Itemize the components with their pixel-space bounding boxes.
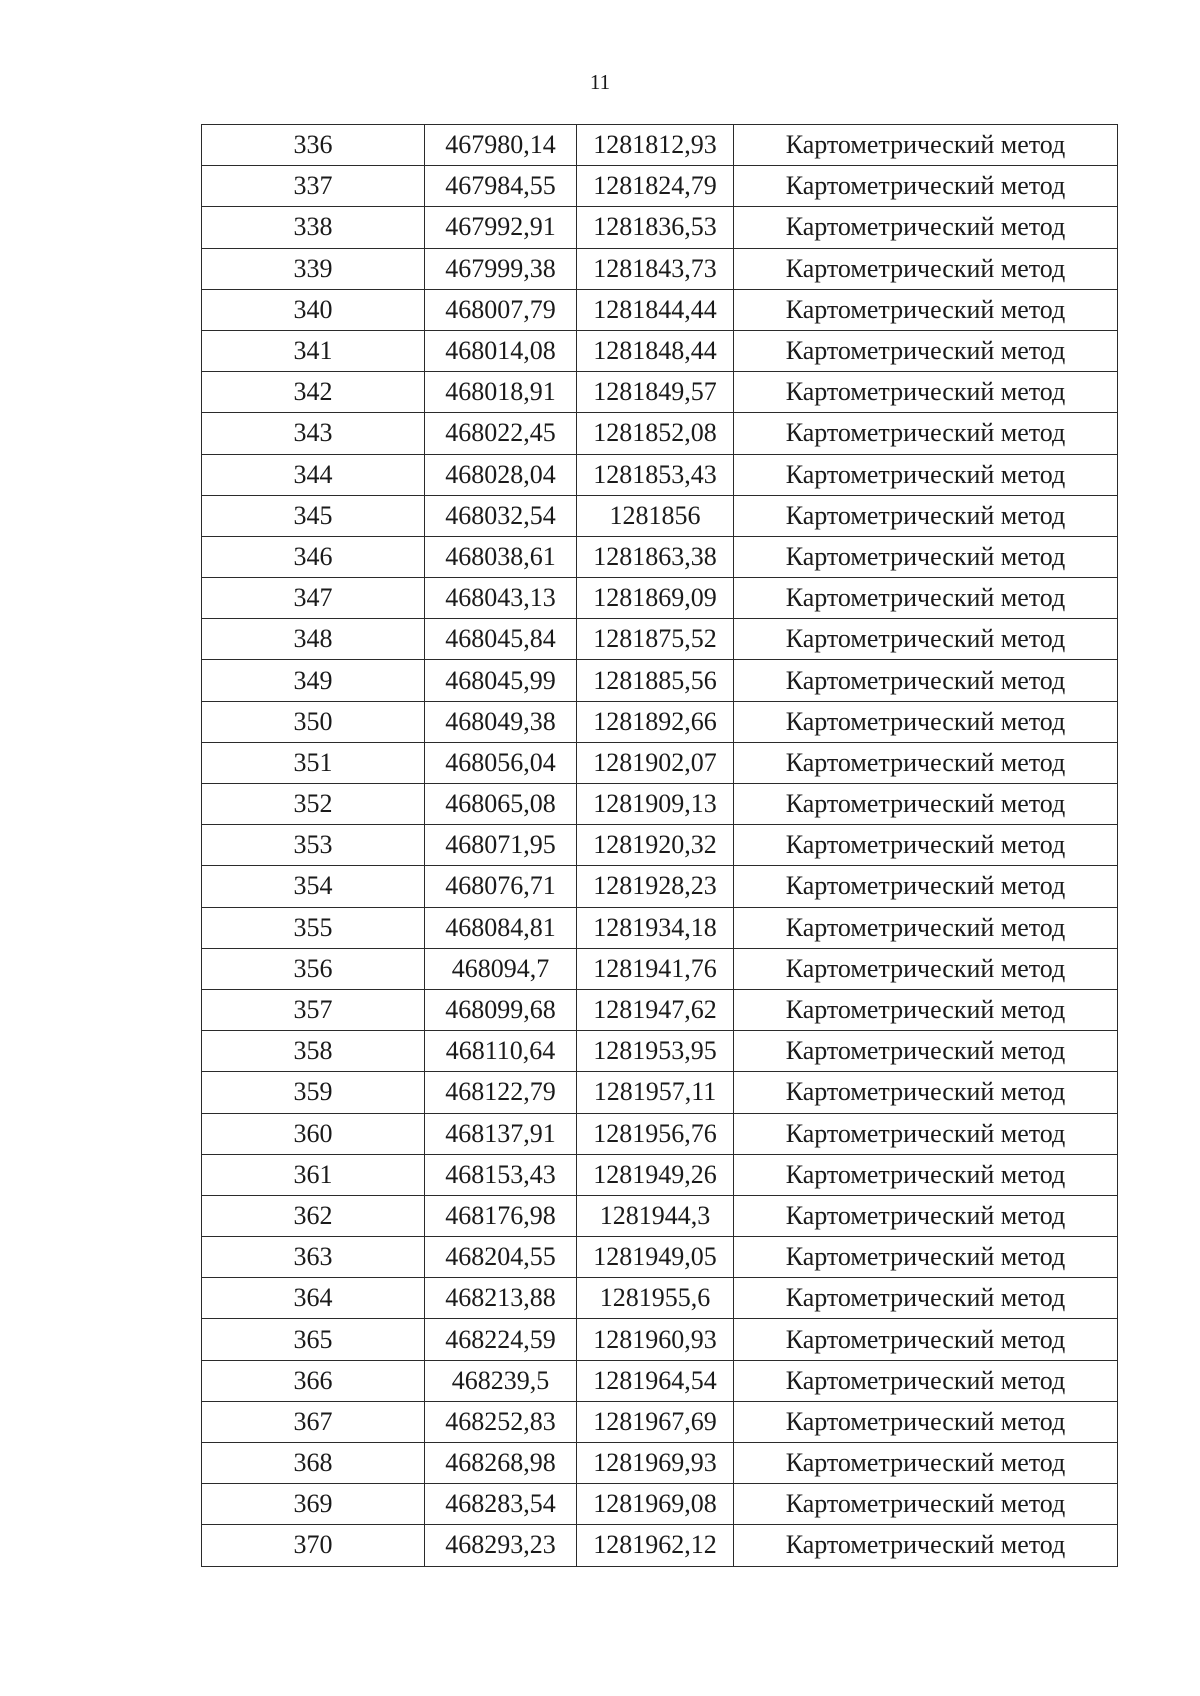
table-row — [202, 907, 1118, 948]
table-row — [202, 948, 1118, 989]
point-number-cell: 354 — [202, 866, 425, 907]
x-coordinate-cell: 468176,98 — [425, 1195, 577, 1236]
point-number-cell: 346 — [202, 536, 425, 577]
x-coordinate-cell: 468032,54 — [425, 495, 577, 536]
x-coordinate-cell: 468239,5 — [425, 1360, 577, 1401]
y-coordinate-cell: 1281849,57 — [577, 372, 734, 413]
table-row — [202, 784, 1118, 825]
x-coordinate-cell: 468049,38 — [425, 701, 577, 742]
method-cell: Картометрический метод — [734, 413, 1118, 454]
table-row — [202, 372, 1118, 413]
table-row — [202, 1525, 1118, 1566]
y-coordinate-cell: 1281892,66 — [577, 701, 734, 742]
table-row — [202, 1154, 1118, 1195]
point-number-cell: 363 — [202, 1237, 425, 1278]
y-coordinate-cell: 1281863,38 — [577, 536, 734, 577]
point-number-cell: 341 — [202, 330, 425, 371]
y-coordinate-cell: 1281944,3 — [577, 1195, 734, 1236]
x-coordinate-cell: 468283,54 — [425, 1484, 577, 1525]
point-number-cell: 342 — [202, 372, 425, 413]
y-coordinate-cell: 1281836,53 — [577, 207, 734, 248]
table-row — [202, 413, 1118, 454]
table-row — [202, 1319, 1118, 1360]
point-number-cell: 370 — [202, 1525, 425, 1566]
y-coordinate-cell: 1281964,54 — [577, 1360, 734, 1401]
table-row — [202, 825, 1118, 866]
point-number-cell: 359 — [202, 1072, 425, 1113]
x-coordinate-cell: 468071,95 — [425, 825, 577, 866]
method-cell: Картометрический метод — [734, 125, 1118, 166]
y-coordinate-cell: 1281909,13 — [577, 784, 734, 825]
y-coordinate-cell: 1281853,43 — [577, 454, 734, 495]
point-number-cell: 357 — [202, 989, 425, 1030]
x-coordinate-cell: 468045,84 — [425, 619, 577, 660]
table-row — [202, 495, 1118, 536]
method-cell: Картометрический метод — [734, 1113, 1118, 1154]
y-coordinate-cell: 1281969,93 — [577, 1443, 734, 1484]
point-number-cell: 352 — [202, 784, 425, 825]
method-cell: Картометрический метод — [734, 619, 1118, 660]
x-coordinate-cell: 468137,91 — [425, 1113, 577, 1154]
method-cell: Картометрический метод — [734, 866, 1118, 907]
x-coordinate-cell: 468122,79 — [425, 1072, 577, 1113]
y-coordinate-cell: 1281928,23 — [577, 866, 734, 907]
y-coordinate-cell: 1281844,44 — [577, 289, 734, 330]
table-row — [202, 1031, 1118, 1072]
y-coordinate-cell: 1281955,6 — [577, 1278, 734, 1319]
y-coordinate-cell: 1281885,56 — [577, 660, 734, 701]
point-number-cell: 353 — [202, 825, 425, 866]
table-row — [202, 1360, 1118, 1401]
point-number-cell: 361 — [202, 1154, 425, 1195]
point-number-cell: 350 — [202, 701, 425, 742]
y-coordinate-cell: 1281969,08 — [577, 1484, 734, 1525]
y-coordinate-cell: 1281947,62 — [577, 989, 734, 1030]
x-coordinate-cell: 468224,59 — [425, 1319, 577, 1360]
table-row — [202, 1237, 1118, 1278]
y-coordinate-cell: 1281824,79 — [577, 166, 734, 207]
table-row — [202, 1113, 1118, 1154]
y-coordinate-cell: 1281856 — [577, 495, 734, 536]
method-cell: Картометрический метод — [734, 825, 1118, 866]
x-coordinate-cell: 468076,71 — [425, 866, 577, 907]
y-coordinate-cell: 1281941,76 — [577, 948, 734, 989]
y-coordinate-cell: 1281869,09 — [577, 578, 734, 619]
method-cell: Картометрический метод — [734, 784, 1118, 825]
point-number-cell: 337 — [202, 166, 425, 207]
method-cell: Картометрический метод — [734, 907, 1118, 948]
table-row — [202, 289, 1118, 330]
x-coordinate-cell: 468007,79 — [425, 289, 577, 330]
x-coordinate-cell: 468094,7 — [425, 948, 577, 989]
point-number-cell: 351 — [202, 742, 425, 783]
method-cell: Картометрический метод — [734, 166, 1118, 207]
point-number-cell: 356 — [202, 948, 425, 989]
x-coordinate-cell: 468014,08 — [425, 330, 577, 371]
x-coordinate-cell: 467984,55 — [425, 166, 577, 207]
method-cell: Картометрический метод — [734, 207, 1118, 248]
point-number-cell: 367 — [202, 1401, 425, 1442]
method-cell: Картометрический метод — [734, 1484, 1118, 1525]
method-cell: Картометрический метод — [734, 1443, 1118, 1484]
method-cell: Картометрический метод — [734, 742, 1118, 783]
table-row — [202, 1072, 1118, 1113]
point-number-cell: 338 — [202, 207, 425, 248]
point-number-cell: 362 — [202, 1195, 425, 1236]
table-row — [202, 619, 1118, 660]
point-number-cell: 339 — [202, 248, 425, 289]
y-coordinate-cell: 1281962,12 — [577, 1525, 734, 1566]
method-cell: Картометрический метод — [734, 1401, 1118, 1442]
y-coordinate-cell: 1281960,93 — [577, 1319, 734, 1360]
table-row — [202, 1401, 1118, 1442]
point-number-cell: 365 — [202, 1319, 425, 1360]
x-coordinate-cell: 468293,23 — [425, 1525, 577, 1566]
coordinates-table — [201, 124, 1118, 1567]
method-cell: Картометрический метод — [734, 1072, 1118, 1113]
y-coordinate-cell: 1281848,44 — [577, 330, 734, 371]
y-coordinate-cell: 1281902,07 — [577, 742, 734, 783]
table-row — [202, 578, 1118, 619]
x-coordinate-cell: 468065,08 — [425, 784, 577, 825]
method-cell: Картометрический метод — [734, 1278, 1118, 1319]
point-number-cell: 360 — [202, 1113, 425, 1154]
method-cell: Картометрический метод — [734, 495, 1118, 536]
x-coordinate-cell: 468252,83 — [425, 1401, 577, 1442]
method-cell: Картометрический метод — [734, 1237, 1118, 1278]
x-coordinate-cell: 467999,38 — [425, 248, 577, 289]
method-cell: Картометрический метод — [734, 1319, 1118, 1360]
x-coordinate-cell: 468204,55 — [425, 1237, 577, 1278]
method-cell: Картометрический метод — [734, 1525, 1118, 1566]
table-row — [202, 1195, 1118, 1236]
y-coordinate-cell: 1281852,08 — [577, 413, 734, 454]
table-row — [202, 248, 1118, 289]
y-coordinate-cell: 1281953,95 — [577, 1031, 734, 1072]
method-cell: Картометрический метод — [734, 989, 1118, 1030]
table-row — [202, 742, 1118, 783]
point-number-cell: 366 — [202, 1360, 425, 1401]
x-coordinate-cell: 468045,99 — [425, 660, 577, 701]
x-coordinate-cell: 468038,61 — [425, 536, 577, 577]
table-row — [202, 536, 1118, 577]
method-cell: Картометрический метод — [734, 948, 1118, 989]
x-coordinate-cell: 467992,91 — [425, 207, 577, 248]
point-number-cell: 349 — [202, 660, 425, 701]
method-cell: Картометрический метод — [734, 578, 1118, 619]
x-coordinate-cell: 468213,88 — [425, 1278, 577, 1319]
y-coordinate-cell: 1281967,69 — [577, 1401, 734, 1442]
method-cell: Картометрический метод — [734, 1154, 1118, 1195]
method-cell: Картометрический метод — [734, 330, 1118, 371]
table-row — [202, 866, 1118, 907]
method-cell: Картометрический метод — [734, 454, 1118, 495]
y-coordinate-cell: 1281956,76 — [577, 1113, 734, 1154]
y-coordinate-cell: 1281934,18 — [577, 907, 734, 948]
method-cell: Картометрический метод — [734, 701, 1118, 742]
method-cell: Картометрический метод — [734, 536, 1118, 577]
x-coordinate-cell: 467980,14 — [425, 125, 577, 166]
x-coordinate-cell: 468022,45 — [425, 413, 577, 454]
x-coordinate-cell: 468043,13 — [425, 578, 577, 619]
point-number-cell: 344 — [202, 454, 425, 495]
x-coordinate-cell: 468018,91 — [425, 372, 577, 413]
coordinates-table-body — [202, 125, 1118, 1567]
method-cell: Картометрический метод — [734, 660, 1118, 701]
table-row — [202, 701, 1118, 742]
x-coordinate-cell: 468099,68 — [425, 989, 577, 1030]
point-number-cell: 369 — [202, 1484, 425, 1525]
table-row — [202, 207, 1118, 248]
x-coordinate-cell: 468056,04 — [425, 742, 577, 783]
method-cell: Картометрический метод — [734, 248, 1118, 289]
y-coordinate-cell: 1281875,52 — [577, 619, 734, 660]
y-coordinate-cell: 1281812,93 — [577, 125, 734, 166]
x-coordinate-cell: 468268,98 — [425, 1443, 577, 1484]
method-cell: Картометрический метод — [734, 289, 1118, 330]
x-coordinate-cell: 468110,64 — [425, 1031, 577, 1072]
point-number-cell: 345 — [202, 495, 425, 536]
y-coordinate-cell: 1281949,05 — [577, 1237, 734, 1278]
y-coordinate-cell: 1281843,73 — [577, 248, 734, 289]
point-number-cell: 355 — [202, 907, 425, 948]
point-number-cell: 343 — [202, 413, 425, 454]
table-row — [202, 125, 1118, 166]
table-row — [202, 166, 1118, 207]
method-cell: Картометрический метод — [734, 1195, 1118, 1236]
table-row — [202, 330, 1118, 371]
table-row — [202, 1278, 1118, 1319]
x-coordinate-cell: 468153,43 — [425, 1154, 577, 1195]
point-number-cell: 347 — [202, 578, 425, 619]
table-row — [202, 1443, 1118, 1484]
page-number: 11 — [589, 70, 611, 94]
table-row — [202, 989, 1118, 1030]
x-coordinate-cell: 468028,04 — [425, 454, 577, 495]
table-row — [202, 454, 1118, 495]
point-number-cell: 348 — [202, 619, 425, 660]
method-cell: Картометрический метод — [734, 372, 1118, 413]
y-coordinate-cell: 1281949,26 — [577, 1154, 734, 1195]
y-coordinate-cell: 1281957,11 — [577, 1072, 734, 1113]
x-coordinate-cell: 468084,81 — [425, 907, 577, 948]
table-row — [202, 660, 1118, 701]
point-number-cell: 364 — [202, 1278, 425, 1319]
point-number-cell: 358 — [202, 1031, 425, 1072]
method-cell: Картометрический метод — [734, 1360, 1118, 1401]
point-number-cell: 340 — [202, 289, 425, 330]
point-number-cell: 336 — [202, 125, 425, 166]
table-row — [202, 1484, 1118, 1525]
point-number-cell: 368 — [202, 1443, 425, 1484]
method-cell: Картометрический метод — [734, 1031, 1118, 1072]
y-coordinate-cell: 1281920,32 — [577, 825, 734, 866]
